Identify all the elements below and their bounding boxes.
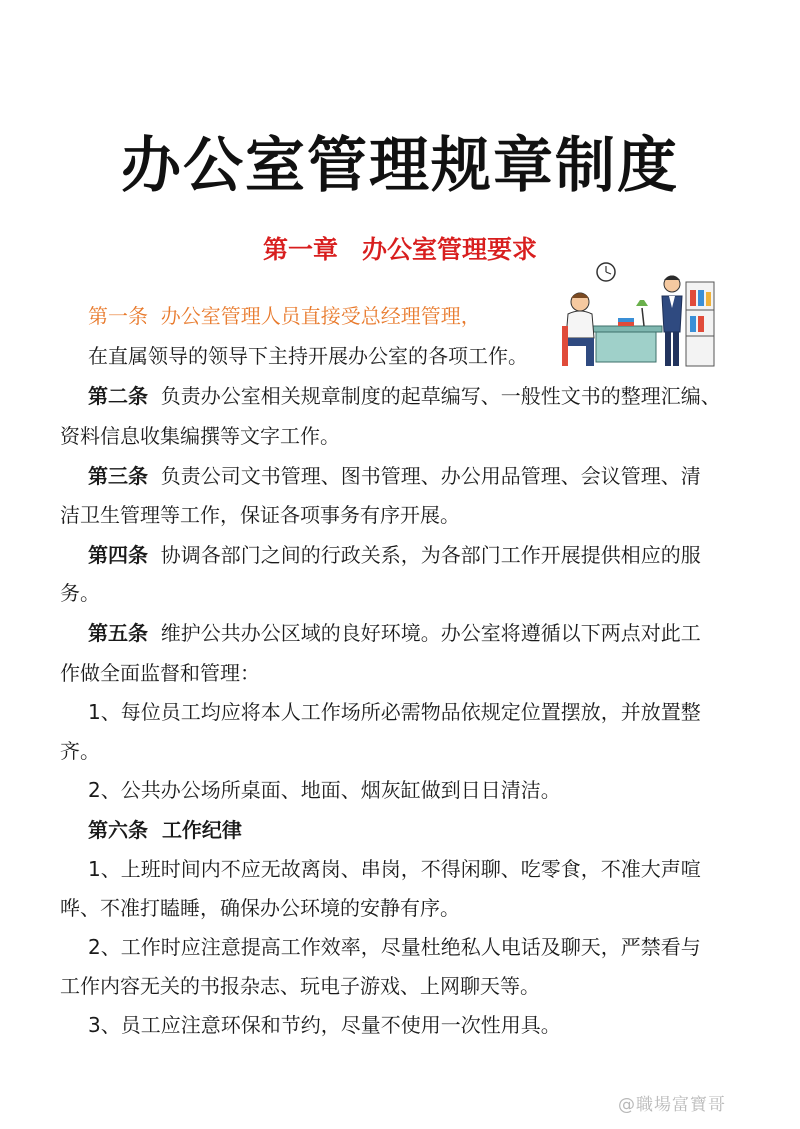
article-3-label: 第三条	[88, 464, 148, 488]
article-5-item-2: 2、公共办公场所桌面、地面、烟灰缸做到日日清洁。	[88, 778, 561, 802]
article-6-title: 工作纪律	[161, 818, 242, 842]
article-3-text: 负责公司文书管理、图书管理、办公用品管理、会议管理、清	[160, 464, 701, 488]
article-2-line-1	[0, 381, 800, 411]
article-5-text: 维护公共办公区域的良好环境。办公室将遵循以下两点对此工	[160, 621, 701, 645]
chapter-number: 第一章	[262, 235, 338, 264]
article-5-item-1-line-1: 1、每位员工均应将本人工作场所必需物品依规定位置摆放，并放置整	[88, 700, 701, 724]
article-6-item-1-line-2: 哗、不准打瞌睡，确保办公环境的安静有序。	[60, 896, 460, 920]
watermark: @職場富寶哥	[618, 1095, 726, 1115]
article-1-line-2: 在直属领导的领导下主持开展办公室的各项工作。	[88, 344, 528, 368]
article-6-item-2-line-2: 工作内容无关的书报杂志、玩电子游戏、上网聊天等。	[60, 974, 540, 998]
article-5-item-1-line-2: 齐。	[60, 739, 100, 763]
article-2-label: 第二条	[88, 384, 148, 408]
article-4-line-1	[0, 540, 800, 570]
article-1-line-1	[0, 301, 800, 331]
article-3-line-2: 洁卫生管理等工作，保证各项事务有序开展。	[60, 503, 460, 527]
article-4-label: 第四条	[88, 543, 148, 567]
article-1-text: 办公室管理人员直接受总经理管理，	[160, 304, 481, 328]
article-3-line-1	[0, 461, 800, 491]
article-6-heading	[0, 815, 800, 845]
article-6-item-1-line-1: 1、上班时间内不应无故离岗、串岗，不得闲聊、吃零食，不准大声喧	[88, 857, 701, 881]
article-2-line-2: 资料信息收集编撰等文字工作。	[60, 424, 340, 448]
article-4-line-2: 务。	[60, 581, 100, 605]
article-4-text: 协调各部门之间的行政关系，为各部门工作开展提供相应的服	[160, 543, 701, 567]
page-title: 办公室管理规章制度	[121, 131, 679, 201]
article-6-label: 第六条	[88, 818, 148, 842]
article-6-item-2-line-1: 2、工作时应注意提高工作效率，尽量杜绝私人电话及聊天，严禁看与	[88, 935, 701, 959]
article-1-label: 第一条	[88, 304, 148, 328]
article-5-line-1	[0, 618, 800, 648]
chapter-title: 办公室管理要求	[362, 235, 538, 264]
article-2-text: 负责办公室相关规章制度的起草编写、一般性文书的整理汇编、	[160, 384, 721, 408]
article-5-label: 第五条	[88, 621, 148, 645]
article-6-item-3: 3、员工应注意环保和节约，尽量不使用一次性用具。	[88, 1013, 561, 1037]
article-5-line-2: 作做全面监督和管理：	[60, 661, 260, 685]
